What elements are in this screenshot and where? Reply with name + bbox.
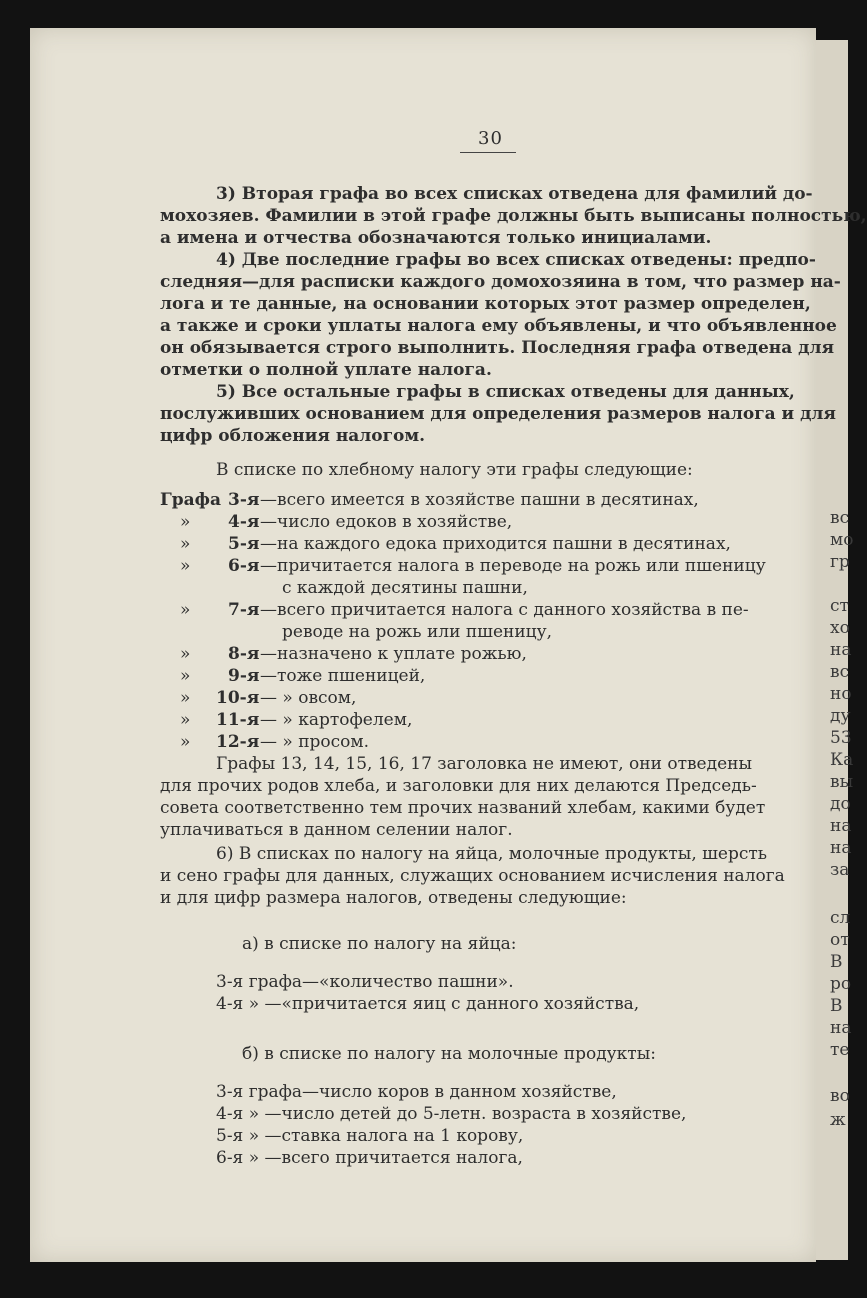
- paragraph-line: и для цифр размера налогов, отведены следующие:: [160, 888, 627, 908]
- column-number: 8-я: [228, 644, 260, 664]
- paragraph-line: следняя—для расписки каждого домохозяина в том, что размер на-: [160, 272, 841, 292]
- column-description: —назначено к уплате рожью,: [260, 644, 527, 664]
- paragraph-line: мохозяев. Фамилии в этой графе должны быть выписаны полностью,: [160, 206, 867, 226]
- paragraph-line: цифр обложения налогом.: [160, 426, 426, 446]
- page-number: 30: [478, 128, 503, 149]
- page-number-rule: [460, 152, 516, 153]
- column-number: 3-я: [228, 490, 260, 510]
- list-item: 4-я » —число детей до 5-летн. возраста в хозяйстве,: [216, 1104, 687, 1124]
- column-description: —тоже пшеницей,: [260, 666, 426, 686]
- column-description-cont: реводе на рожь или пшеницу,: [282, 622, 553, 642]
- list-item: 3-я графа—«количество пашни».: [216, 972, 514, 992]
- column-number: 10-я: [216, 688, 260, 708]
- column-description: —число едоков в хозяйстве,: [260, 512, 513, 532]
- column-number: 4-я: [228, 512, 260, 532]
- paragraph-line: 5) Все остальные графы в списках отведены для данных,: [216, 382, 795, 402]
- section-heading: б) в списке по налогу на молочные продукты:: [242, 1044, 656, 1064]
- paragraph-line: уплачиваться в данном селении налог.: [160, 820, 513, 840]
- list-item: 6-я » —всего причитается налога,: [216, 1148, 523, 1168]
- adjacent-fragment: Ка: [830, 750, 854, 770]
- paragraph-line: послуживших основанием для определения размеров налога и для: [160, 404, 836, 424]
- adjacent-fragment: мо: [830, 530, 854, 550]
- paragraph-line: лога и те данные, на основании которых этот размер определен,: [160, 294, 811, 314]
- column-description: — » просом.: [260, 732, 370, 752]
- adjacent-fragment: за: [830, 860, 850, 880]
- adjacent-fragment: вы: [830, 772, 854, 792]
- adjacent-fragment: В: [830, 996, 843, 1016]
- adjacent-fragment: до: [830, 794, 851, 814]
- column-prefix: »: [180, 512, 191, 532]
- adjacent-fragment: гр: [830, 552, 850, 572]
- adjacent-fragment: вс: [830, 662, 850, 682]
- column-description: — » овсом,: [260, 688, 357, 708]
- list-item: 4-я » —«причитается яиц с данного хозяйства,: [216, 994, 640, 1014]
- column-prefix: »: [180, 688, 191, 708]
- adjacent-fragment: В: [830, 952, 843, 972]
- column-number: 5-я: [228, 534, 260, 554]
- adjacent-fragment: хо: [830, 618, 850, 638]
- column-description: —всего имеется в хозяйстве пашни в десятинах,: [260, 490, 699, 510]
- column-prefix: »: [180, 710, 191, 730]
- adjacent-fragment: те: [830, 1040, 850, 1060]
- paragraph-line: а имена и отчества обозначаются только инициалами.: [160, 228, 712, 248]
- adjacent-fragment: на: [830, 816, 852, 836]
- paragraph-line: Графы 13, 14, 15, 16, 17 заголовка не имеют, они отведены: [216, 754, 753, 774]
- adjacent-fragment: от: [830, 930, 850, 950]
- column-prefix: »: [180, 732, 191, 752]
- list-item: 3-я графа—число коров в данном хозяйстве,: [216, 1082, 617, 1102]
- column-prefix: »: [180, 534, 191, 554]
- paragraph-line: совета соответственно тем прочих названий хлебам, какими будет: [160, 798, 766, 818]
- adjacent-fragment: на: [830, 838, 852, 858]
- adjacent-fragment: ж: [830, 1110, 846, 1130]
- adjacent-fragment: ро: [830, 974, 852, 994]
- column-number: 9-я: [228, 666, 260, 686]
- column-description: — » картофелем,: [260, 710, 413, 730]
- paragraph-line: отметки о полной уплате налога.: [160, 360, 492, 380]
- column-prefix: »: [180, 556, 191, 576]
- paragraph-line: 6) В списках по налогу на яйца, молочные продукты, шерсть: [216, 844, 768, 864]
- column-prefix: »: [180, 666, 191, 686]
- paragraph-line: 4) Две последние графы во всех списках отведены: предпо-: [216, 250, 816, 270]
- column-number: 12-я: [216, 732, 260, 752]
- adjacent-fragment: 53: [830, 728, 852, 748]
- column-prefix: »: [180, 600, 191, 620]
- adjacent-fragment: но: [830, 684, 852, 704]
- paragraph-line: и сено графы для данных, служащих основанием исчисления налога: [160, 866, 785, 886]
- section-heading: а) в списке по налогу на яйца:: [242, 934, 517, 954]
- adjacent-fragment: вс: [830, 508, 850, 528]
- column-prefix: Графа: [160, 490, 221, 510]
- adjacent-fragment: во: [830, 1086, 850, 1106]
- adjacent-fragment: на: [830, 1018, 852, 1038]
- column-description: —всего причитается налога с данного хозяйства в пе-: [260, 600, 749, 620]
- adjacent-fragment: ду: [830, 706, 851, 726]
- adjacent-fragment: сл: [830, 908, 851, 928]
- column-number: 7-я: [228, 600, 260, 620]
- column-number: 6-я: [228, 556, 260, 576]
- list-item: 5-я » —ставка налога на 1 корову,: [216, 1126, 524, 1146]
- column-prefix: »: [180, 644, 191, 664]
- paragraph-line: для прочих родов хлеба, и заголовки для них делаются Председь-: [160, 776, 757, 796]
- column-description: —причитается налога в переводе на рожь или пшеницу: [260, 556, 766, 576]
- column-description-cont: с каждой десятины пашни,: [282, 578, 528, 598]
- paragraph-line: 3) Вторая графа во всех списках отведена для фамилий до-: [216, 184, 813, 204]
- paragraph-line: а также и сроки уплаты налога ему объявлены, и что объявленное: [160, 316, 837, 336]
- column-description: —на каждого едока приходится пашни в десятинах,: [260, 534, 731, 554]
- paragraph-line: он обязывается строго выполнить. Последняя графа отведена для: [160, 338, 835, 358]
- adjacent-fragment: на: [830, 640, 852, 660]
- column-number: 11-я: [216, 710, 260, 730]
- grain-list-intro: В списке по хлебному налогу эти графы следующие:: [216, 460, 693, 480]
- adjacent-fragment: ст: [830, 596, 849, 616]
